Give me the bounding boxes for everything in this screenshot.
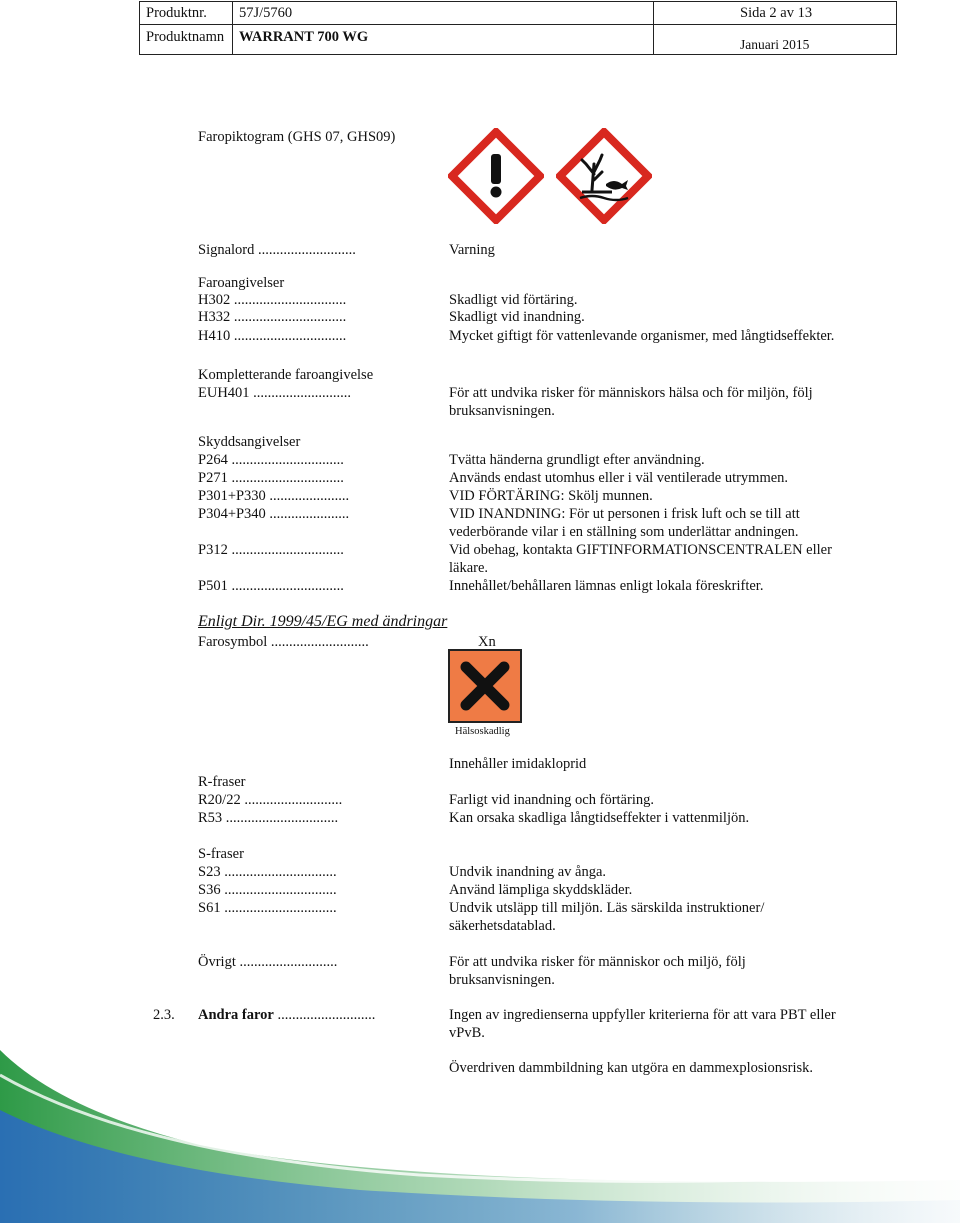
p264-text: Tvätta händerna grundligt efter användning. — [449, 452, 705, 468]
other-text-cont: bruksanvisningen. — [449, 972, 555, 988]
p271-text: Används endast utomhus eller i väl ventilerade utrymmen. — [449, 470, 789, 486]
euh401-text: För att undvika risker för människors hälsa och för miljön, följ — [449, 385, 813, 401]
directive-heading: Enligt Dir. 1999/45/EG med ändringar — [198, 613, 448, 630]
s61-code: S61 ............................... — [198, 900, 337, 916]
p301-text: VID FÖRTÄRING: Skölj munnen. — [449, 488, 653, 504]
dust-explosion-text: Överdriven dammbildning kan utgöra en dammexplosionsrisk. — [449, 1060, 814, 1076]
s-phrases-heading: S-fraser — [198, 846, 244, 862]
s23-text: Undvik inandning av ånga. — [449, 864, 607, 880]
produktnamn-label: Produktnamn — [146, 29, 225, 45]
supplementary-heading: Kompletterande faroangivelse — [198, 367, 374, 383]
section-title-dots: ........................... — [273, 1007, 376, 1023]
p312-code: P312 ............................... — [198, 542, 344, 558]
p264-code: P264 ............................... — [198, 452, 344, 468]
precaution-heading: Skyddsangivelser — [198, 434, 301, 450]
p301-code: P301+P330 ...................... — [198, 488, 350, 504]
r-phrase-text: Kan orsaka skadliga långtidseffekter i vattenmiljön. — [449, 810, 750, 826]
s61-text-cont: säkerhetsdatablad. — [449, 918, 556, 934]
farosymbol-value: Xn — [478, 634, 496, 650]
r-phrase-code: R20/22 ........................... — [198, 792, 343, 808]
hazard-code: H410 ............................... — [198, 328, 347, 344]
hazard-text: Skadligt vid inandning. — [449, 309, 585, 325]
farosymbol-label: Farosymbol ........................... — [198, 634, 369, 650]
hazard-code: H302 ............................... — [198, 292, 347, 308]
pictogram-label: Faropiktogram (GHS 07, GHS09) — [198, 129, 396, 145]
p312-text: Vid obehag, kontakta GIFTINFORMATIONSCENTRALEN eller — [449, 542, 832, 558]
section-text: Ingen av ingredienserna uppfyller kriterierna för att vara PBT eller — [449, 1007, 836, 1023]
section-title-line — [198, 1006, 375, 1024]
produktnamn-value: WARRANT 700 WG — [239, 29, 369, 45]
euh401-text-cont: bruksanvisningen. — [449, 403, 555, 419]
r-phrase-code: R53 ............................... — [198, 810, 339, 826]
r-phrases-heading: R-fraser — [198, 774, 246, 790]
contains-text: Innehåller imidakloprid — [449, 756, 587, 772]
other-label: Övrigt ........................... — [198, 954, 338, 970]
document-date: Januari 2015 — [740, 37, 810, 52]
section-text-cont: vPvB. — [449, 1025, 485, 1041]
s23-code: S23 ............................... — [198, 864, 337, 880]
exclamation-mark-icon — [448, 128, 544, 224]
p501-text: Innehållet/behållaren lämnas enligt lokala föreskrifter. — [449, 578, 764, 594]
p271-code: P271 ............................... — [198, 470, 344, 486]
other-text: För att undvika risker för människor och miljö, följ — [449, 954, 746, 970]
produktnr-label: Produktnr. — [146, 5, 207, 21]
farosymbol-caption: Hälsoskadlig — [455, 726, 510, 737]
signal-word-label: Signalord ........................... — [198, 242, 356, 258]
document-header — [139, 1, 897, 55]
produktnr-value: 57J/5760 — [239, 5, 293, 21]
s36-code: S36 ............................... — [198, 882, 337, 898]
s61-text: Undvik utsläpp till miljön. Läs särskilda instruktioner/ — [449, 900, 765, 916]
hazard-heading: Faroangivelser — [198, 275, 285, 291]
environment-hazard-icon — [556, 128, 652, 224]
hazard-code: H332 ............................... — [198, 309, 347, 325]
p304-code: P304+P340 ...................... — [198, 506, 350, 522]
r-phrase-text: Farligt vid inandning och förtäring. — [449, 792, 654, 808]
page-number: Sida 2 av 13 — [740, 5, 813, 21]
hazard-text: Skadligt vid förtäring. — [449, 292, 578, 308]
harmful-x-icon — [448, 649, 522, 723]
section-number: 2.3. — [153, 1007, 175, 1023]
s36-text: Använd lämpliga skyddskläder. — [449, 882, 633, 898]
p312-text-cont: läkare. — [449, 560, 489, 576]
footer-wave-decoration — [0, 1050, 960, 1223]
signal-word-value: Varning — [449, 242, 495, 258]
p304-text: VID INANDNING: För ut personen i frisk luft och se till att — [449, 506, 800, 522]
p304-text-cont: vederbörande vilar i en ställning som underlättar andningen. — [449, 524, 799, 540]
p501-code: P501 ............................... — [198, 578, 344, 594]
euh401-code: EUH401 ........................... — [198, 385, 352, 401]
hazard-text: Mycket giftigt för vattenlevande organismer, med långtidseffekter. — [449, 328, 835, 344]
section-title: Andra faror — [198, 1007, 274, 1023]
